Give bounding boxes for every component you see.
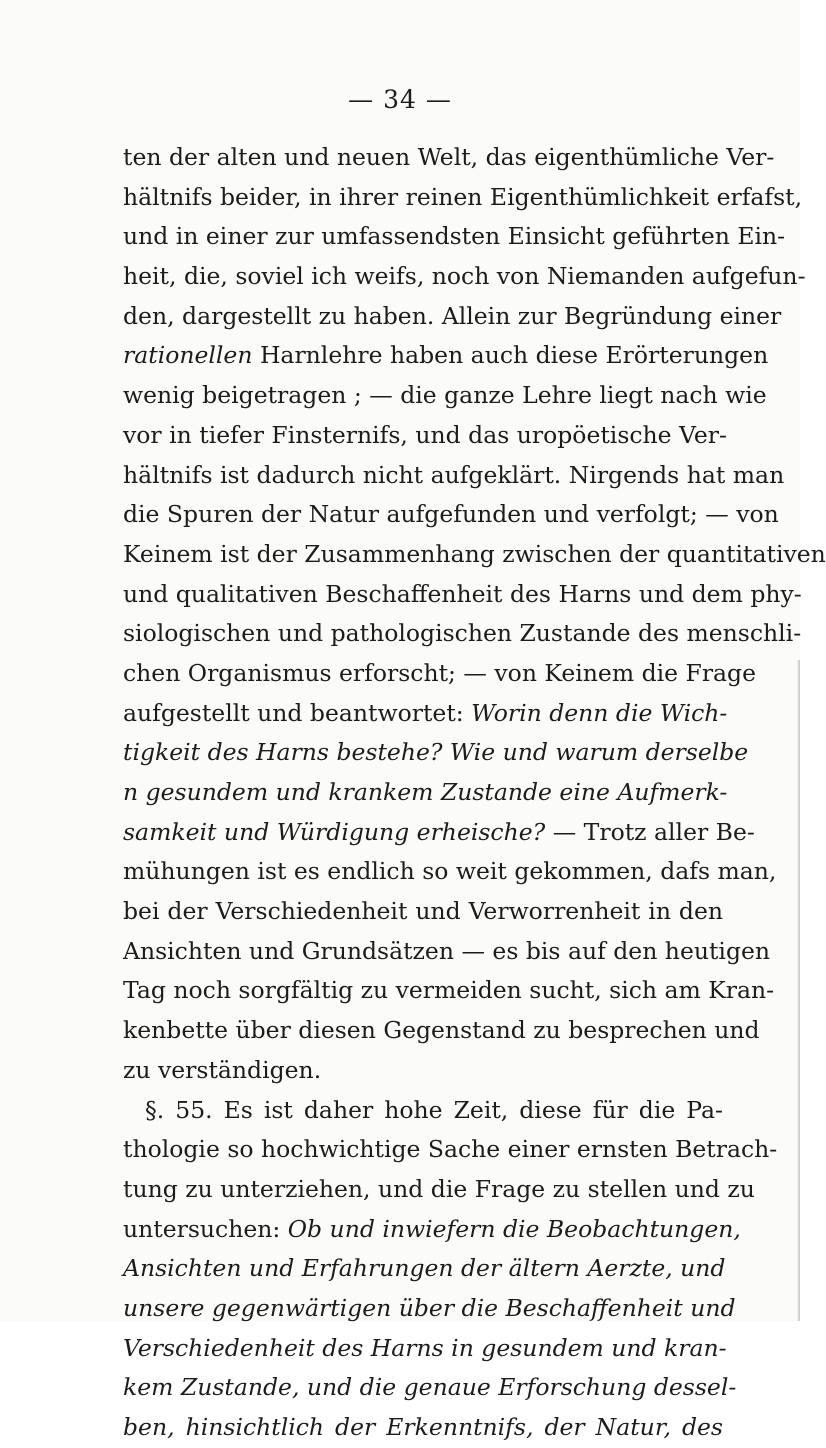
italic-text: kem Zustande, und die genaue Erforschung dessel- [123, 1373, 737, 1402]
italic-text: Verschiedenheit des Harns in gesundem und kran- [123, 1333, 727, 1362]
text-line [123, 1249, 726, 1289]
text-line [123, 495, 779, 535]
text-run: Keinem ist der Zusammenhang zwischen der quantitativen [123, 539, 826, 568]
text-run: hältnifs ist dadurch nicht aufgeklärt. Nirgends hat man [123, 460, 785, 489]
text-line [123, 614, 802, 654]
text-line [123, 1130, 778, 1170]
text-run: kenbette über diesen Gegenstand zu besprechen und [123, 1016, 760, 1045]
text-line [123, 654, 757, 694]
text-run: ten der alten und neuen Welt, das eigenthümliche Ver- [123, 143, 775, 171]
text-line [123, 575, 802, 615]
text-line [123, 1091, 723, 1131]
text-line [123, 1329, 727, 1369]
text-line [123, 813, 755, 853]
text-line [123, 456, 785, 496]
italic-text: Ansichten und Erfahrungen der ältern Aerzte, und [123, 1254, 726, 1283]
text-line [123, 257, 806, 297]
text-line [123, 1011, 760, 1051]
text-run: siologischen und pathologischen Zustande des menschli- [123, 619, 802, 648]
text-line [123, 217, 786, 257]
text-line [123, 694, 728, 734]
text-line [123, 1368, 737, 1408]
text-line [123, 733, 749, 773]
text-run: wenig beigetragen ; — die ganze Lehre liegt nach wie [123, 381, 767, 410]
body-text [123, 138, 826, 1448]
text-run: den, dargestellt zu haben. Allein zur Begründung einer [123, 301, 782, 330]
text-run: chen Organismus erforscht; — von Keinem die Frage [123, 658, 757, 687]
text-run: aufgestellt und beantwortet: [123, 698, 472, 727]
text-run: die Spuren der Natur aufgefunden und verfolgt; — von [123, 500, 779, 529]
text-line [123, 297, 782, 337]
text-run: — Trotz aller Be- [545, 817, 755, 846]
text-line [123, 892, 723, 932]
text-run: und in einer zur umfassendsten Einsicht geführten Ein- [123, 222, 786, 251]
italic-text: ben, hinsichtlich der Erkenntnifs, der Natur, des [123, 1413, 723, 1441]
text-line [123, 971, 775, 1011]
text-run: Harnlehre haben auch diese Erörterungen [252, 341, 769, 370]
text-line [123, 1408, 723, 1448]
text-run: zu verständigen. [123, 1055, 322, 1084]
text-run: und qualitativen Beschaffenheit des Harns und dem phy- [123, 579, 802, 608]
text-line [123, 1289, 736, 1329]
text-line [123, 178, 803, 218]
text-run: hältnifs beider, in ihrer reinen Eigenthümlichkeit erfafst, [123, 182, 803, 211]
text-line [123, 932, 771, 972]
italic-text: samkeit und Würdigung erheische? [123, 817, 546, 846]
text-line [123, 1051, 723, 1091]
text-line [123, 138, 775, 178]
text-line [123, 1210, 741, 1250]
text-run: untersuchen: [123, 1214, 288, 1243]
italic-text: Worin denn die Wich- [471, 698, 728, 727]
italic-text: rationellen [123, 341, 253, 370]
text-run: thologie so hochwichtige Sache einer ernsten Betrach- [123, 1135, 778, 1164]
text-line [123, 336, 769, 376]
text-run: bei der Verschiedenheit und Verworrenheit in den [123, 897, 723, 926]
text-run: Tag noch sorgfältig zu vermeiden sucht, sich am Kran- [123, 976, 775, 1005]
text-run: vor in tiefer Finsternifs, und das uropöetische Ver- [123, 420, 727, 449]
text-line [123, 416, 727, 456]
italic-text: tigkeit des Harns bestehe? Wie und warum derselbe [123, 738, 749, 767]
italic-text: unsere gegenwärtigen über die Beschaffenheit und [123, 1293, 736, 1322]
text-line [123, 852, 777, 892]
text-run: Ansichten und Grundsätzen — es bis auf den heutigen [123, 936, 771, 965]
text-run: §. 55. Es ist daher hohe Zeit, diese für die Pa- [145, 1095, 723, 1124]
text-line [123, 535, 826, 575]
text-line [123, 773, 728, 813]
text-run: heit, die, soviel ich weifs, noch von Niemanden aufgefun- [123, 262, 806, 291]
text-line [123, 376, 767, 416]
italic-text: Ob und inwiefern die Beobachtungen, [287, 1214, 741, 1243]
text-run: tung zu unterziehen, und die Frage zu stellen und zu [123, 1174, 755, 1203]
text-line [123, 1170, 755, 1210]
italic-text: n gesundem und krankem Zustande eine Aufmerk- [123, 778, 728, 806]
page-edge-shadow [797, 660, 800, 1321]
text-run: mühungen ist es endlich so weit gekommen, dafs man, [123, 857, 777, 886]
page-number: — 34 — [348, 85, 452, 114]
